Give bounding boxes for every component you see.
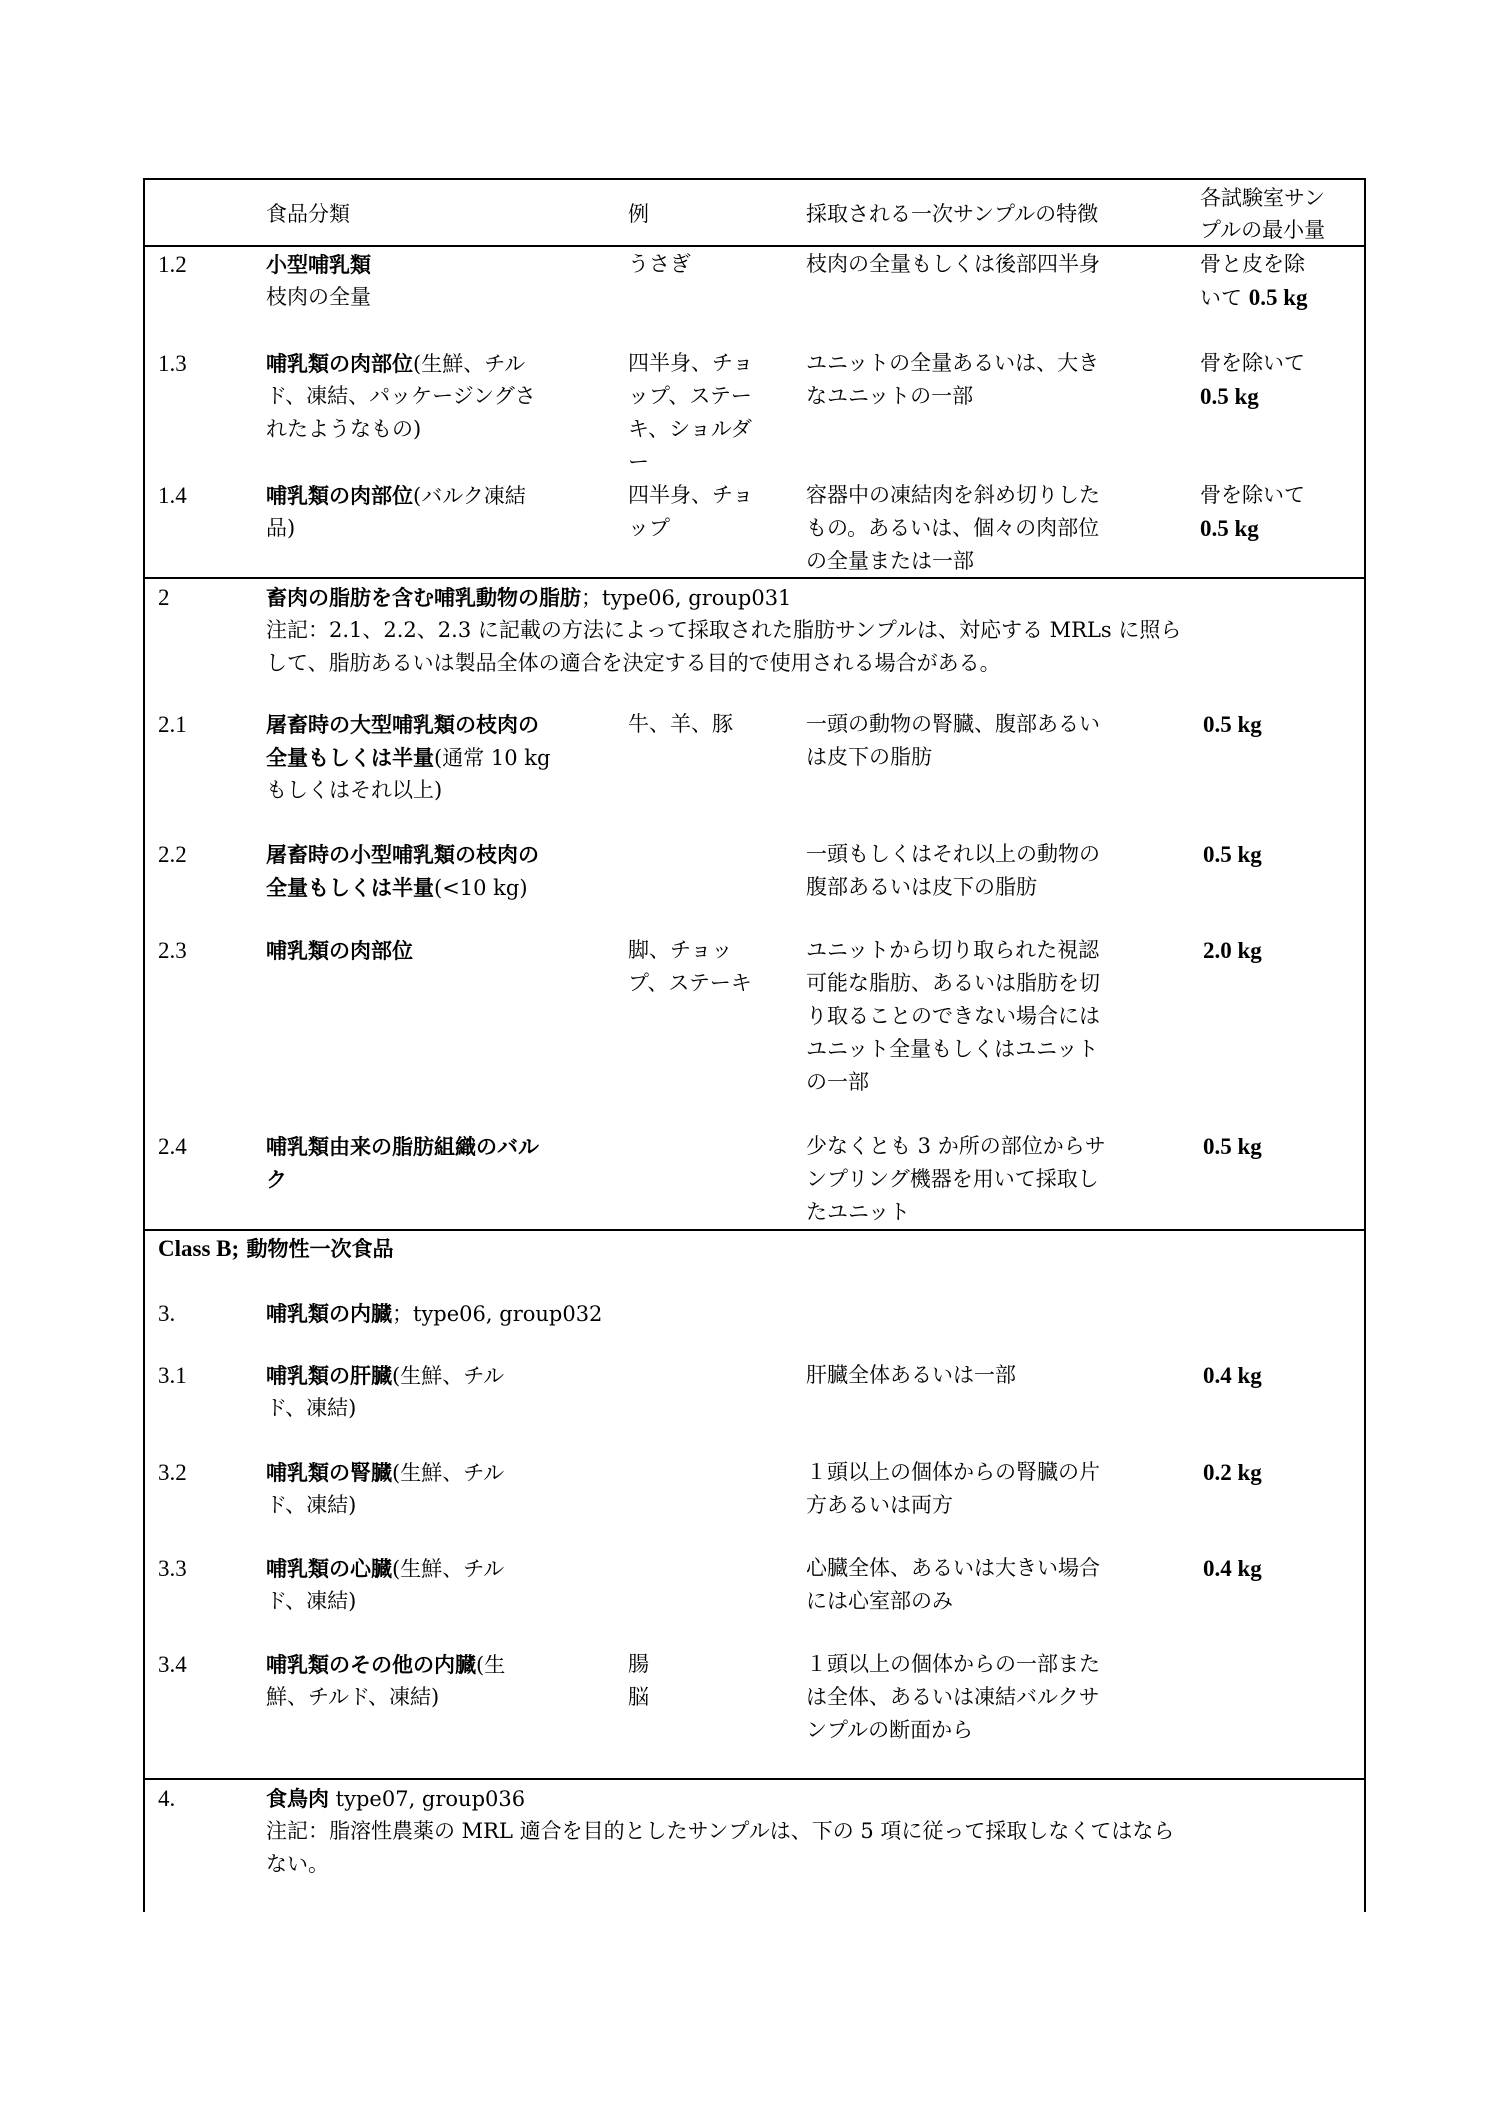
row-category: 小型哺乳類 [266, 252, 371, 277]
row-characteristics: 腹部あるいは皮下の脂肪 [806, 875, 1037, 899]
row-min-qty: 0.5 kg [1200, 516, 1259, 541]
row-category: 枝肉の全量 [266, 285, 371, 309]
row-characteristics: 一頭もしくはそれ以上の動物の [806, 842, 1100, 866]
row-number: 1.4 [158, 483, 187, 508]
section-divider-2 [143, 577, 1366, 579]
row-category: 鮮、チルド、凍結) [266, 1685, 440, 1709]
row-characteristics: 肝臓全体あるいは一部 [806, 1363, 1016, 1387]
row-min-qty: 0.4 kg [1203, 1556, 1262, 1581]
row-category: 全量もしくは半量(通常 10 kg [266, 745, 551, 770]
row-category: ド、凍結、パッケージングさ [266, 384, 536, 408]
row-min-qty: 0.5 kg [1200, 384, 1259, 409]
row-category: 品) [266, 516, 296, 540]
row-category: ド、凍結) [266, 1589, 357, 1613]
row-example: 牛、羊、豚 [628, 712, 733, 736]
section-title: 哺乳類の内臓；type06, group032 [266, 1301, 603, 1326]
header-divider [143, 245, 1366, 247]
row-number: 1.3 [158, 351, 187, 376]
section-number: 4. [158, 1786, 176, 1811]
row-example: うさぎ [628, 252, 691, 276]
row-category: 哺乳類由来の脂肪組織のバル [266, 1134, 539, 1159]
class-heading: Class B; 動物性一次食品 [158, 1236, 394, 1261]
row-number: 2.1 [158, 712, 187, 737]
section-note: 注記：2.1、2.2、2.3 に記載の方法によって採取された脂肪サンプルは、対応する MRLs に照ら [266, 618, 1182, 642]
row-min-qty: 0.5 kg [1203, 712, 1262, 737]
row-min-qty: 0.4 kg [1203, 1363, 1262, 1388]
header-example: 例 [628, 202, 649, 226]
row-example: ップ、ステー [628, 384, 752, 408]
section-note: して、脂肪あるいは製品全体の適合を決定する目的で使用される場合がある。 [266, 651, 1001, 675]
row-characteristics: は全体、あるいは凍結バルクサ [806, 1685, 1100, 1709]
row-example: 脚、チョッ [628, 938, 733, 962]
row-characteristics: もの。あるいは、個々の肉部位 [806, 516, 1100, 540]
row-characteristics: ユニットの全量あるいは、大き [806, 351, 1100, 375]
row-number: 2.4 [158, 1134, 187, 1159]
row-category: 全量もしくは半量(<10 kg) [266, 875, 528, 900]
row-example: 四半身、チョ [628, 351, 754, 375]
section-note: 注記：脂溶性農薬の MRL 適合を目的としたサンプルは、下の 5 項に従って採取しなくてはなら [266, 1819, 1175, 1843]
row-category: 屠畜時の大型哺乳類の枝肉の [266, 712, 539, 737]
row-category: 屠畜時の小型哺乳類の枝肉の [266, 842, 539, 867]
row-number: 3.1 [158, 1363, 187, 1388]
row-category: 哺乳類の肝臓(生鮮、チル [266, 1363, 505, 1388]
row-characteristics: には心室部のみ [806, 1589, 953, 1613]
header-category: 食品分類 [266, 202, 350, 226]
row-characteristics: ンプルの断面から [806, 1718, 974, 1742]
row-category: 哺乳類の肉部位 [266, 938, 413, 963]
section-title: 食鳥肉 type07, group036 [266, 1786, 526, 1811]
row-characteristics: 方あるいは両方 [806, 1493, 953, 1517]
row-min-qty: 骨と皮を除 [1200, 252, 1305, 276]
row-category: もしくはそれ以上) [266, 778, 443, 802]
row-number: 3.2 [158, 1460, 187, 1485]
row-category: 哺乳類の肉部位(バルク凍結 [266, 483, 526, 508]
row-category: 哺乳類の腎臓(生鮮、チル [266, 1460, 505, 1485]
row-characteristics: 心臓全体、あるいは大きい場合 [806, 1556, 1100, 1580]
row-category: ク [266, 1167, 287, 1192]
row-number: 3.4 [158, 1652, 187, 1677]
section-divider-4 [143, 1778, 1366, 1780]
row-category: 哺乳類の心臓(生鮮、チル [266, 1556, 505, 1581]
row-example: 四半身、チョ [628, 483, 754, 507]
row-min-qty: 骨を除いて [1200, 483, 1305, 507]
section-number: 2 [158, 585, 170, 610]
row-min-qty: 0.2 kg [1203, 1460, 1262, 1485]
row-example: ップ [628, 516, 670, 540]
row-characteristics: ユニットから切り取られた視認 [806, 938, 1100, 962]
section-note: ない。 [266, 1852, 329, 1876]
row-min-qty: いて 0.5 kg [1200, 285, 1308, 310]
row-characteristics: 容器中の凍結肉を斜め切りした [806, 483, 1100, 507]
row-characteristics: たユニット [806, 1200, 911, 1224]
row-number: 2.3 [158, 938, 187, 963]
row-example: ー [628, 450, 649, 474]
section-number: 3. [158, 1301, 176, 1326]
row-example: キ、ショルダ [628, 417, 752, 441]
section-title: 畜肉の脂肪を含む哺乳動物の脂肪；type06, group031 [266, 585, 792, 610]
row-characteristics: ンプリング機器を用いて採取し [806, 1167, 1099, 1191]
row-category: 哺乳類の肉部位(生鮮、チル [266, 351, 526, 376]
row-number: 3.3 [158, 1556, 187, 1581]
row-characteristics: の一部 [806, 1070, 869, 1094]
row-category: れたようなもの) [266, 417, 422, 441]
row-category: ド、凍結) [266, 1396, 357, 1420]
row-characteristics: は皮下の脂肪 [806, 745, 932, 769]
row-number: 2.2 [158, 842, 187, 867]
row-characteristics: 枝肉の全量もしくは後部四半身 [806, 252, 1100, 276]
section-divider-classB [143, 1229, 1366, 1231]
row-characteristics: １頭以上の個体からの腎臓の片 [806, 1460, 1100, 1484]
row-category: 哺乳類のその他の内臓(生 [266, 1652, 506, 1677]
row-characteristics: 少なくとも 3 か所の部位からサ [806, 1134, 1106, 1158]
row-characteristics: 可能な脂肪、あるいは脂肪を切 [806, 971, 1100, 995]
row-min-qty: 骨を除いて [1200, 351, 1305, 375]
row-min-qty: 0.5 kg [1203, 842, 1262, 867]
row-category: ド、凍結) [266, 1493, 357, 1517]
row-characteristics: なユニットの一部 [806, 384, 974, 408]
row-example: 腸 [628, 1652, 649, 1676]
row-number: 1.2 [158, 252, 187, 277]
row-characteristics: ユニット全量もしくはユニット [806, 1037, 1099, 1061]
row-characteristics: の全量または一部 [806, 549, 974, 573]
row-example: プ、ステーキ [628, 971, 752, 995]
row-characteristics: 一頭の動物の腎臓、腹部あるい [806, 712, 1100, 736]
row-min-qty: 2.0 kg [1203, 938, 1262, 963]
header-min-qty-l1: 各試験室サン [1200, 186, 1325, 210]
row-example: 脳 [628, 1685, 649, 1709]
row-characteristics: り取ることのできない場合には [806, 1004, 1100, 1028]
row-characteristics: １頭以上の個体からの一部また [806, 1652, 1100, 1676]
row-min-qty: 0.5 kg [1203, 1134, 1262, 1159]
header-characteristics: 採取される一次サンプルの特徴 [806, 202, 1099, 226]
header-min-qty-l2: プルの最小量 [1200, 218, 1326, 242]
